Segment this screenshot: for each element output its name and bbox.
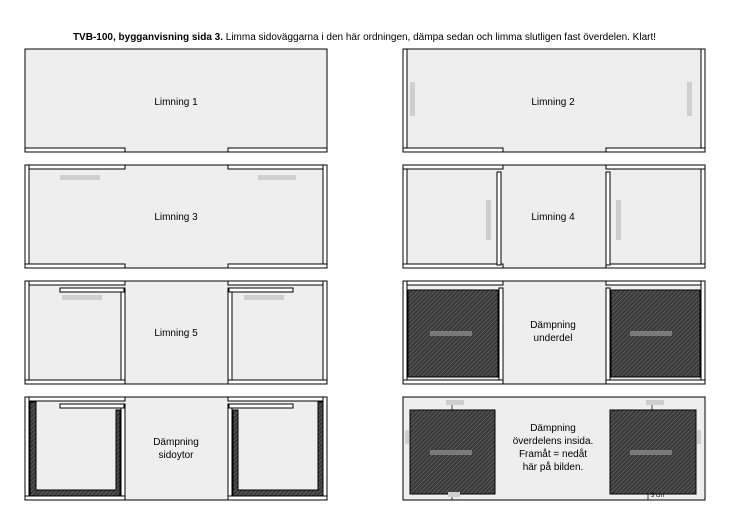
page-title-text: Limma sidoväggarna i den här ordningen, dämpa sedan och limma slutligen fast överdelen. Klart! bbox=[223, 32, 657, 43]
panel-dampning-sidoytor bbox=[25, 397, 327, 500]
label-limning-1: Limning 1 bbox=[154, 97, 198, 108]
blurred-dimension-mark bbox=[697, 430, 701, 444]
blurred-dimension-mark bbox=[446, 400, 464, 405]
side-wall-left bbox=[403, 49, 407, 152]
label-dampning-overdel-4: här på bilden. bbox=[522, 462, 584, 473]
panel-limning-1 bbox=[25, 49, 327, 152]
top-strip-right bbox=[229, 288, 293, 292]
inner-wall-left bbox=[497, 172, 501, 265]
blurred-dimension-mark bbox=[630, 450, 672, 455]
panel-limning-5 bbox=[25, 281, 327, 384]
label-dampning-overdel-3: Framåt = nedåt bbox=[518, 449, 588, 460]
label-dampning-underdel-2: underdel bbox=[533, 333, 573, 344]
label-limning-2: Limning 2 bbox=[531, 97, 575, 108]
label-dampning-sidoytor-1: Dämpning bbox=[153, 437, 199, 448]
blurred-dimension-mark bbox=[258, 175, 296, 180]
label-dampning-sidoytor-2: sidoytor bbox=[158, 450, 194, 461]
blurred-dimension-mark bbox=[687, 82, 692, 116]
blurred-dimension-mark bbox=[62, 295, 102, 300]
panel-limning-3 bbox=[25, 165, 327, 268]
side-wall-right bbox=[701, 49, 705, 152]
dimension-3cm: 3 cm bbox=[651, 493, 665, 499]
inner-wall-right bbox=[606, 172, 610, 265]
blurred-dimension-mark bbox=[244, 295, 284, 300]
panel-dampning-overdel bbox=[403, 397, 705, 500]
blurred-dimension-mark bbox=[448, 492, 460, 497]
label-dampning-overdel-1: Dämpning bbox=[530, 423, 576, 434]
blurred-dimension-mark bbox=[60, 175, 100, 180]
label-limning-5: Limning 5 bbox=[154, 328, 198, 339]
label-dampning-underdel-1: Dämpning bbox=[530, 320, 576, 331]
label-limning-3: Limning 3 bbox=[154, 212, 198, 223]
panel-dampning-underdel bbox=[403, 281, 705, 384]
label-limning-4: Limning 4 bbox=[531, 212, 575, 223]
side-wall-left bbox=[25, 148, 125, 152]
blurred-dimension-mark bbox=[630, 331, 672, 336]
blurred-dimension-mark bbox=[486, 200, 491, 240]
blurred-dimension-mark bbox=[405, 430, 409, 444]
blurred-dimension-mark bbox=[410, 82, 415, 116]
label-dampning-overdel-2: överdelens insida. bbox=[512, 436, 594, 447]
side-wall-right bbox=[228, 148, 327, 152]
top-strip-left bbox=[60, 288, 124, 292]
blurred-dimension-mark bbox=[646, 400, 664, 405]
blurred-dimension-mark bbox=[430, 331, 472, 336]
blurred-dimension-mark bbox=[430, 450, 472, 455]
blurred-dimension-mark bbox=[616, 200, 621, 240]
page-title-bold: TVB-100, bygganvisning sida 3. bbox=[72, 32, 223, 43]
panel-limning-4 bbox=[403, 165, 705, 268]
panel-limning-2 bbox=[403, 49, 705, 152]
